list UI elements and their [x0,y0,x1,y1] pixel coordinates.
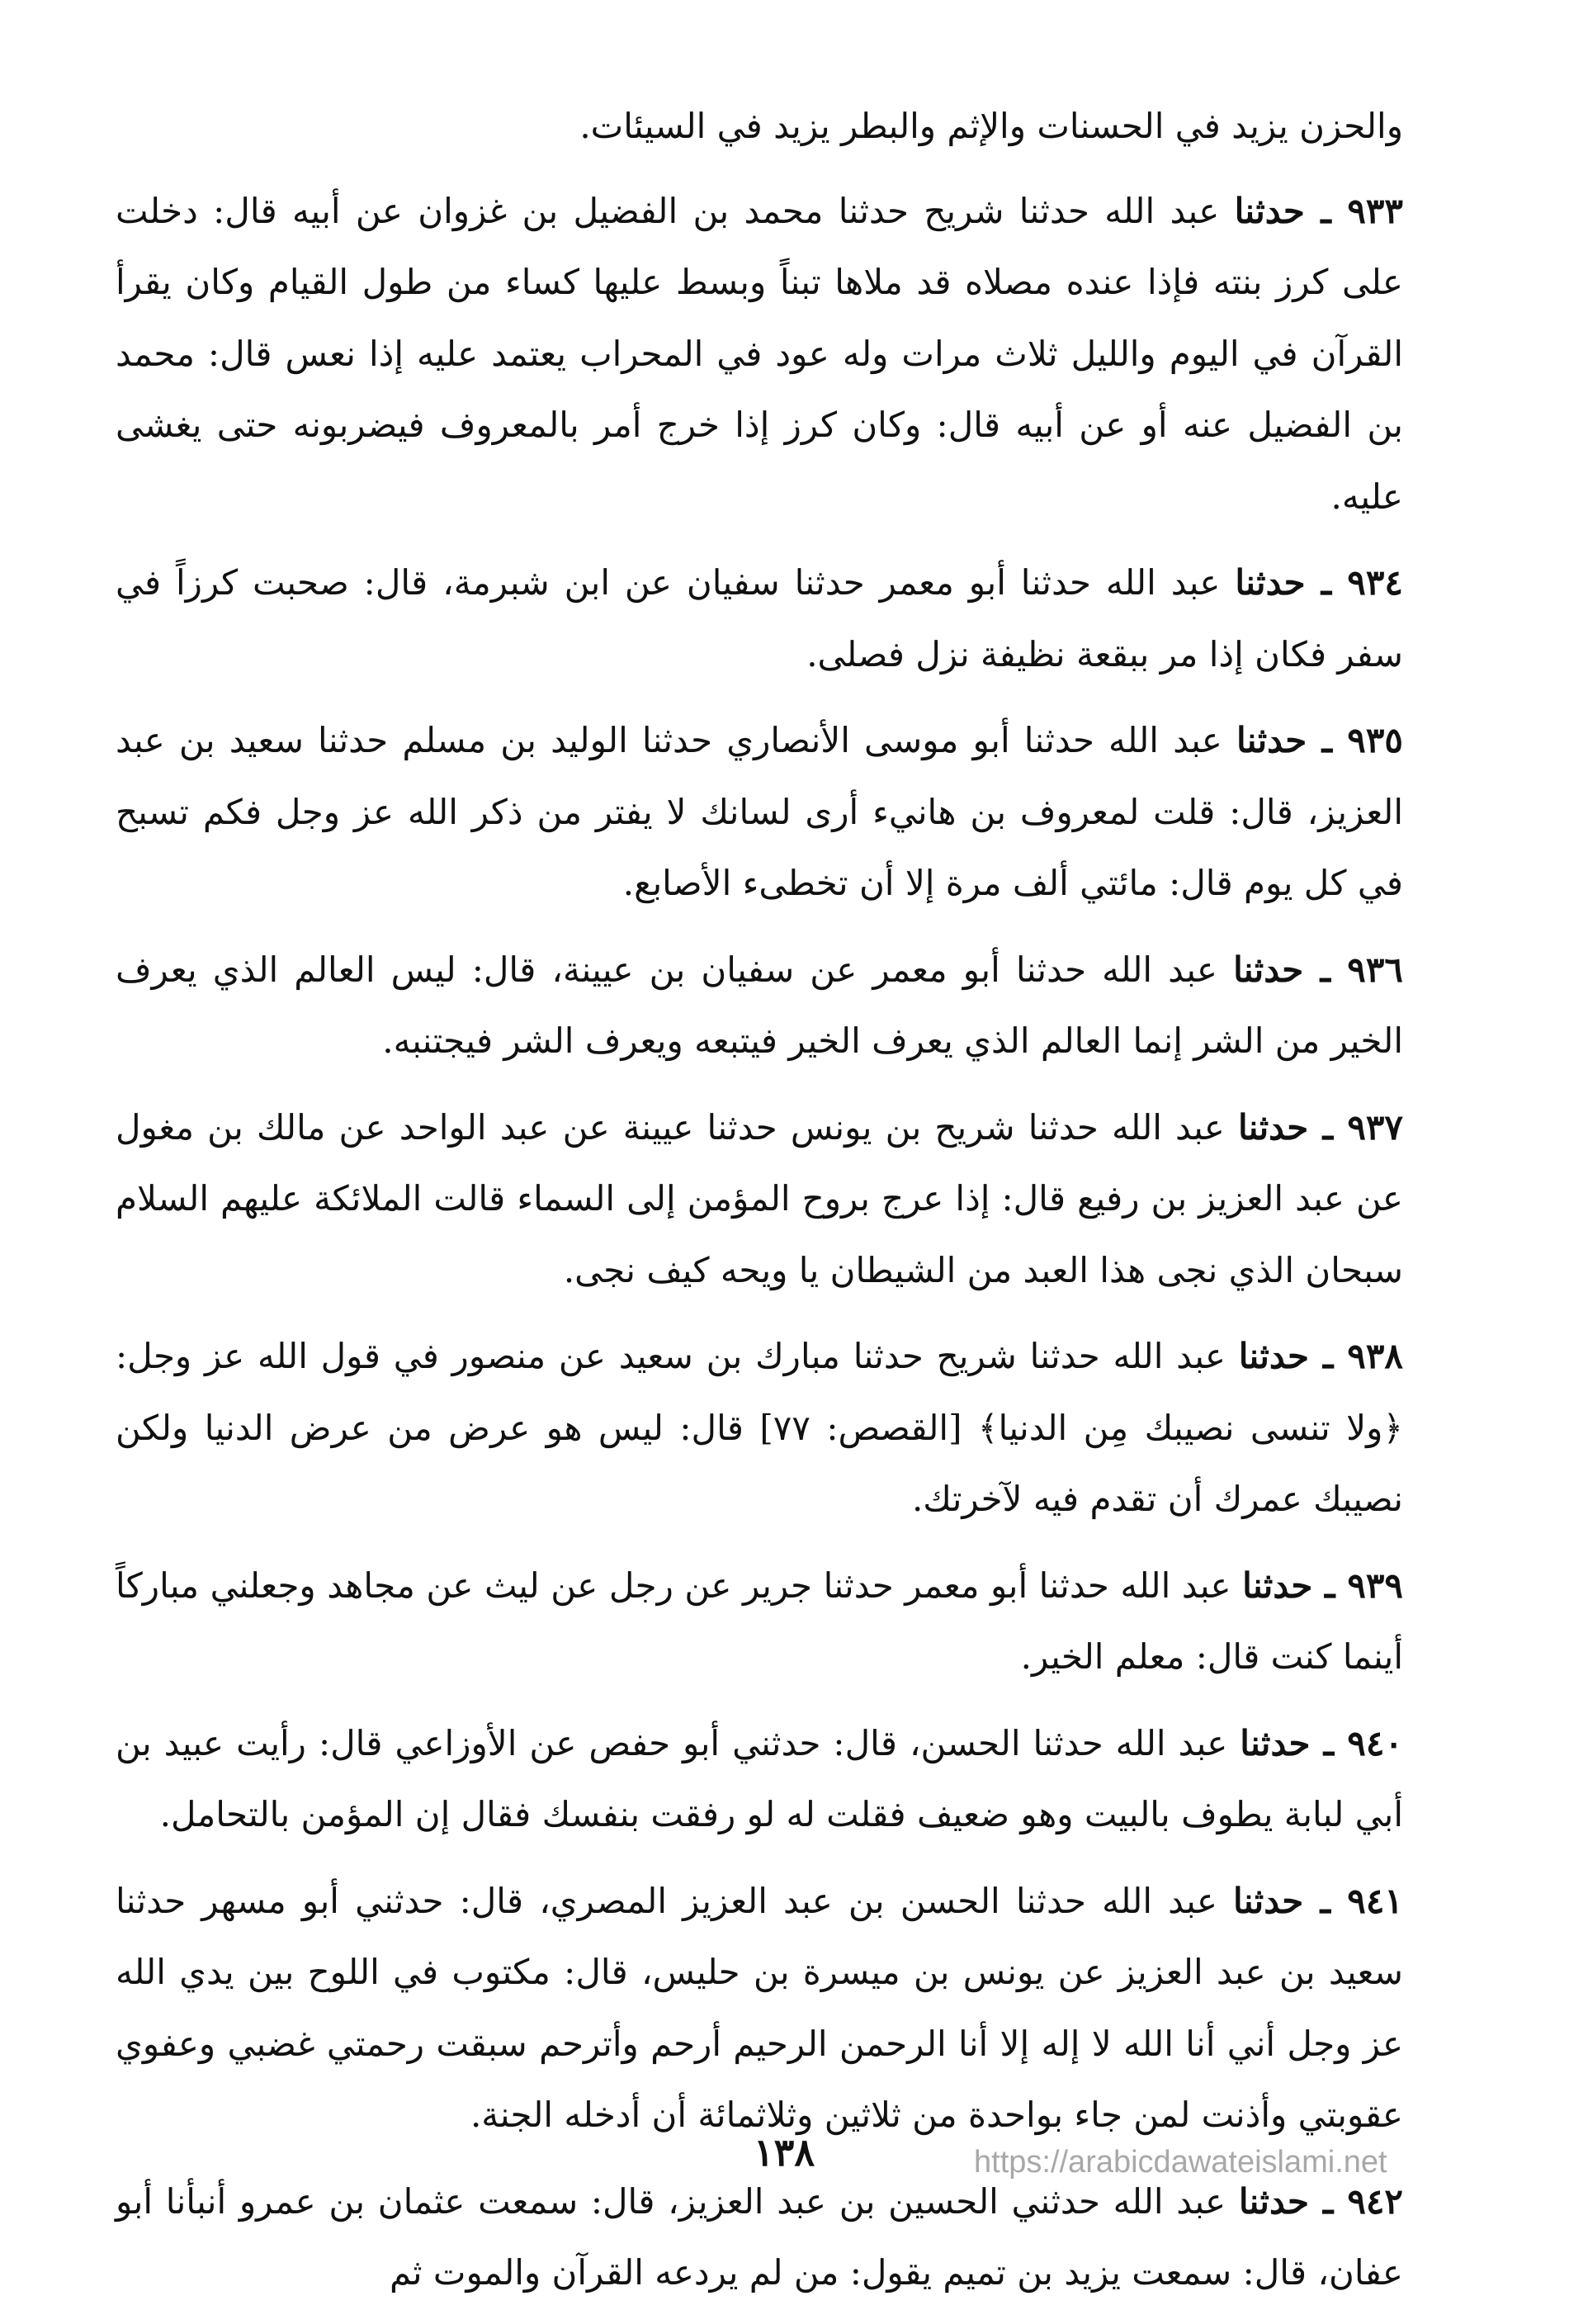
hadith-paragraph-935 [116,705,1403,920]
hadith-separator: ـ [1304,190,1348,231]
hadith-number: ٩٣٣ [1347,190,1403,231]
hadith-keyword: حدثنا [1235,562,1306,603]
hadith-text: عبد الله حدثنا شريح حدثنا مبارك بن سعيد عن منصور في قول الله عز وجل: ﴿ولا تنسى نصيبك مِن الدنيا﴾ [القصص: ٧٧] قال: ليس هو عرض من عرض الدنيا ولكن نصيبك عمرك أن تقدم فيه لآخرتك. [116,1336,1403,1519]
hadith-separator: ـ [1303,949,1348,990]
hadith-paragraph-933 [116,176,1403,533]
hadith-paragraph-941 [116,1866,1403,2151]
hadith-paragraph-934 [116,547,1403,690]
hadith-keyword: حدثنا [1238,1106,1309,1148]
hadith-text: عبد الله حدثني الحسين بن عبد العزيز، قال: سمعت عثمان بن عمرو أنبأنا أبو عفان، قال: سمعت يزيد بن تميم يقول: من لم يردعه القرآن والموت ثم [116,2180,1403,2293]
hadith-keyword: حدثنا [1236,720,1307,760]
hadith-number: ٩٣٨ [1347,1336,1403,1376]
hadith-number: ٩٤٠ [1347,1722,1403,1763]
hadith-number: ٩٣٦ [1347,949,1403,990]
hadith-separator: ـ [1310,1722,1348,1763]
hadith-number: ٩٣٩ [1347,1564,1403,1606]
hadith-number: ٩٤١ [1347,1880,1403,1921]
page-number: ١٣٨ [753,2130,815,2175]
hadith-keyword: حدثنا [1233,949,1304,990]
hadith-number: ٩٣٥ [1347,720,1403,760]
hadith-paragraph-940 [116,1708,1403,1851]
hadith-keyword: حدثنا [1234,190,1305,231]
hadith-separator: ـ [1312,1564,1348,1606]
hadith-keyword: حدثنا [1240,1722,1311,1763]
hadith-separator: ـ [1307,720,1348,760]
hadith-number: ٩٤٢ [1347,2180,1403,2222]
hadith-keyword: حدثنا [1238,1336,1309,1376]
hadith-keyword: حدثنا [1233,1880,1304,1921]
text-body [116,91,1403,2324]
hadith-paragraph-942 [116,2166,1403,2309]
hadith-text: عبد الله حدثنا أبو موسى الأنصاري حدثنا الوليد بن مسلم حدثنا سعيد بن عبد العزيز، قال: قلت لمعروف بن هانيء أرى لسانك لا يفتر من ذكر الله عز وجل فكم تسبح في كل يوم قال: مائتي ألف مرة إلا أن تخطىء الأصابع. [116,720,1403,903]
hadith-paragraph-939 [116,1550,1403,1693]
hadith-separator: ـ [1308,1106,1348,1148]
hadith-text: عبد الله حدثنا شريح بن يونس حدثنا عيينة عن عبد الواحد عن مالك بن مغول عن عبد العزيز بن رفيع قال: إذا عرج بروح المؤمن إلى السماء قالت الملائكة عليهم السلام سبحان الذي نجى هذا العبد من الشيطان يا ويحه كيف نجى. [116,1106,1403,1290]
hadith-text: عبد الله حدثنا الحسن، قال: حدثني أبو حفص عن الأوزاعي قال: رأيت عبيد بن أبي لبابة يطوف بالبيت وهو ضعيف فقلت له لو رفقت بنفسك فقال إن المؤمن بالتحامل. [116,1722,1403,1834]
hadith-paragraph-937 [116,1092,1403,1307]
hadith-separator: ـ [1305,562,1348,603]
intro-line: والحزن يزيد في الحسنات والإثم والبطر يزيد في السيئات. [579,106,1403,146]
hadith-paragraph-936 [116,935,1403,1077]
hadith-number: ٩٣٧ [1347,1106,1403,1148]
hadith-paragraph-938 [116,1321,1403,1536]
hadith-text: عبد الله حدثنا أبو معمر حدثنا جرير عن رجل عن ليث عن مجاهد وجعلني مباركاً أينما كنت قال: معلم الخير. [116,1564,1403,1677]
hadith-separator: ـ [1303,1880,1348,1921]
watermark-url: https://arabicdawateislami.net [974,2145,1387,2180]
hadith-keyword: حدثنا [1242,1564,1313,1606]
hadith-separator: ـ [1308,2180,1348,2222]
hadith-separator: ـ [1308,1336,1348,1376]
hadith-text: عبد الله حدثنا أبو معمر حدثنا سفيان عن ابن شبرمة، قال: صحبت كرزاً في سفر فكان إذا مر ببقعة نظيفة نزل فصلى. [116,562,1403,674]
hadith-text: عبد الله حدثنا أبو معمر عن سفيان بن عيينة، قال: ليس العالم الذي يعرف الخير من الشر إنما العالم الذي يعرف الخير فيتبعه ويعرف الشر فيجتنبه. [116,949,1403,1061]
hadith-keyword: حدثنا [1238,2180,1309,2222]
hadith-text: عبد الله حدثنا شريح حدثنا محمد بن الفضيل بن غزوان عن أبيه قال: دخلت على كرز بنته فإذا عنده مصلاه قد ملاها تبناً وبسط عليها كساء من طول القيام وكان يقرأ القرآن في اليوم والليل ثلاث مرات وله عود في المحراب يعتمد عليه إذا نعس قال: محمد بن الفضيل عنه أو عن أبيه قال: وكان كرز إذا خرج أمر بالمعروف فيضربونه حتى يغشى عليه. [116,190,1403,517]
hadith-number: ٩٣٤ [1347,562,1403,603]
hadith-text: عبد الله حدثنا الحسن بن عبد العزيز المصري، قال: حدثني أبو مسهر حدثنا سعيد بن عبد العزيز عن يونس بن ميسرة بن حليس، قال: مكتوب في اللوح بين يدي الله عز وجل أني أنا الله لا إله إلا أنا الرحمن الرحيم أرحم وأترحم سبقت رحمتي غضبي وعفوي عقوبتي وأذنت لمن جاء بواحدة من ثلاثين وثلاثمائة أن أدخله الجنة. [116,1880,1403,2135]
